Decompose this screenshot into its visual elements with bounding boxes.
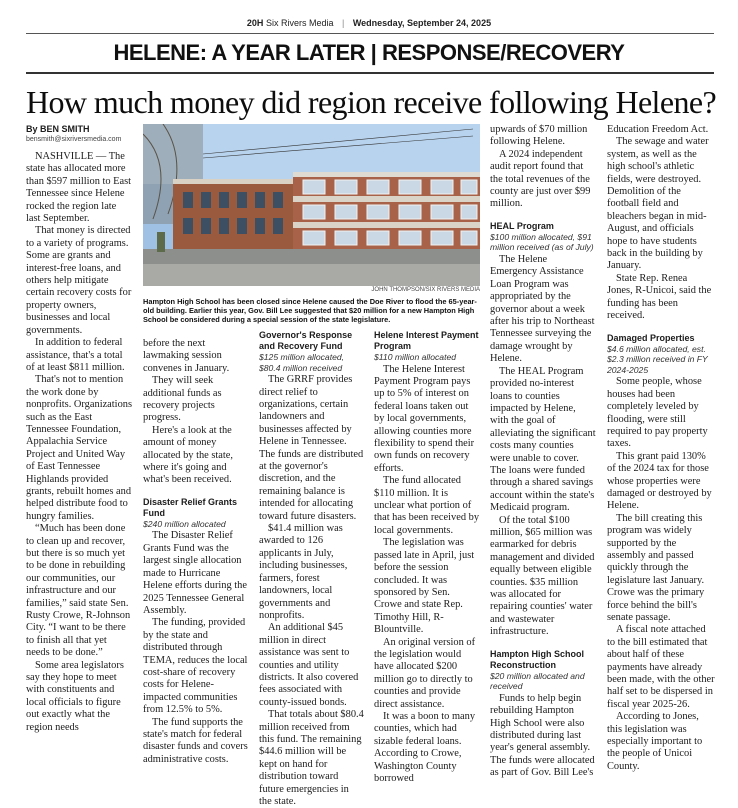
- photo-credit: JOHN THOMPSON/SIX RIVERS MEDIA: [371, 287, 480, 293]
- amount-interest-payment: $110 million allocated: [374, 352, 457, 362]
- subhead-disaster-relief: Disaster Relief Grants Fund: [143, 496, 238, 518]
- paragraph: Some people, whose houses had been completely leveled by flooding, were still required to pay property taxes.: [607, 376, 708, 450]
- column-4: [374, 330, 480, 785]
- paragraph: A fiscal note attached to the bill estimated that about half of these payments have already been made, with the other half set to be dispersed in fiscal year 2025-26.: [607, 624, 715, 710]
- headline: How much money did region receive following Helene?: [26, 84, 717, 120]
- paragraph: before the next lawmaking session convenes in January.: [143, 338, 230, 374]
- page-number: 20H: [246, 18, 264, 28]
- paragraph: The GRRF provides direct relief to organizations, certain landowners and businesses affected by Helene in Tennessee. The funds are distributed at the governor's discretion, and the remaining balance is intended for allocating toward future disasters.: [259, 374, 364, 522]
- paragraph: The fund supports the state's match for federal disaster funds and covers administrative costs.: [143, 716, 248, 765]
- amount-hampton: $20 million allocated and received: [490, 670, 585, 692]
- paragraph: The HEAL Program provided no-interest loans to counties impacted by Helene, with the goal of alleviating the significant costs many counties were unable to cover. The loans were funded through a shared savings account within the state's Medicaid program.: [490, 365, 596, 514]
- subhead-hampton: Hampton High School Reconstruction: [490, 648, 584, 670]
- paragraph: This grant paid 130% of the 2024 tax for those whose properties were damaged or destroyed by Helene.: [607, 450, 712, 512]
- paragraph: Funds to help begin rebuilding Hampton High School were also distributed during last year's general assembly. The funds were allocated as part of Gov. Bill Lee's: [490, 692, 595, 779]
- paragraph: The funding, provided by the state and distributed through TEMA, reduces the local cost-share of recovery costs for Helene-impacted communities from 12.5% to 5%.: [143, 617, 248, 716]
- paragraph: The Helene Interest Payment Program pays up to 5% of interest on federal loans taken out by local governments, allowing counties more flexibility to spend their own funds on recovery efforts.: [374, 363, 475, 474]
- amount-grrf: $125 million allocated, $80.4 million received: [259, 352, 345, 373]
- folio-line: [0, 18, 738, 28]
- paragraph: $41.4 million was awarded to 126 applicants in July, including businesses, farmers, forest landowners, local governments and nonprofits.: [259, 523, 348, 621]
- hampton-high-school-photo: [143, 124, 480, 286]
- subhead-heal: HEAL Program: [490, 220, 554, 231]
- column-3: [259, 330, 364, 808]
- paragraph: State Rep. Renea Jones, R-Unicoi, said the funding has been received.: [607, 272, 712, 322]
- amount-disaster-relief: $240 million allocated: [143, 518, 226, 529]
- paper-name: Six Rivers Media: [265, 18, 334, 28]
- section-title: HELENE: A YEAR LATER | RESPONSE/RECOVERY: [113, 40, 625, 65]
- paragraph: An original version of the legislation would have allocated $200 million go to directly to counties and provide direct assistance.: [374, 636, 476, 710]
- paragraph: The fund allocated $110 million. It is unclear what portion of that has been received by local governments.: [374, 475, 480, 536]
- folio-divider: |: [341, 18, 345, 28]
- paragraph: upwards of $70 million following Helene.: [490, 124, 588, 148]
- paragraph: In addition to federal assistance, that's a total of at least $811 million.: [26, 337, 125, 373]
- paragraph: The legislation was passed late in April, just before the session concluded. It was sponsored by Sen. Crowe and state Rep. Timothy Hill, R-Blountville.: [374, 537, 475, 636]
- paragraph: That totals about $80.4 million received from this fund. The remaining $44.6 million will be kept on hand for distribution toward future emergencies in the state.: [259, 709, 364, 807]
- paragraph: The sewage and water system, as well as the high school's athletic fields, were destroyed. Demolition of the football field and bleachers began in mid-August, and officials hope to have students back in the building by January.: [607, 136, 709, 272]
- paragraph: That money is directed to a variety of programs. Some are grants and interest-free loans, and others help mitigate certain recovery costs for property owners, businesses and local governments.: [26, 225, 132, 336]
- top-rule: [26, 33, 714, 34]
- paragraph: An additional $45 million in direct assistance was sent to counties and utility districts. It also covered fees associated with county-issued bonds.: [259, 622, 359, 708]
- column-1: [26, 124, 132, 734]
- paragraph: Some area legislators say they hope to meet with constituents and local officials to figure out exactly what the region needs: [26, 659, 124, 733]
- paragraph: The Helene Emergency Assistance Loan Program was appropriated by the governor about a week after his trip to Northeast Tennessee surveying the damage wrought by Helene.: [490, 254, 595, 365]
- amount-heal: $100 million allocated, $91 million received (as of July): [490, 231, 594, 253]
- subhead-damaged-properties: Damaged Properties: [607, 332, 695, 343]
- paragraph: They will seek additional funds as recovery projects progress.: [143, 375, 222, 424]
- amount-damaged-properties: $4.6 million allocated, est. $2.3 million received in FY 2024-2025: [607, 343, 708, 375]
- issue-date: Wednesday, September 24, 2025: [352, 18, 492, 28]
- paragraph: Of the total $100 million, $65 million was earmarked for debris management and divided equally between eligible counties. $35 million was allocated for repairing counties' water and wastewater infrastructure.: [490, 514, 595, 638]
- paragraph: According to Jones, this legislation was especially important to the people of Unicoi County.: [607, 711, 703, 772]
- paragraph: The bill creating this program was widely supported by the assembly and passed quickly through the legislature last January. Crowe was the primary force behind the bill's senate passage.: [607, 512, 705, 623]
- column-2: [143, 338, 248, 766]
- paragraph: A 2024 independent audit report found that the total revenues of the county are just over $99 million.: [490, 148, 591, 210]
- subhead-grrf: Governor's Response and Recovery Fund: [259, 330, 353, 351]
- paragraph: That's not to mention the work done by nonprofits. Organizations such as the East Tennessee Foundation, Appalachia Service Project and United Way of East Tennessee Highlands provided grants, rebuilt homes and helped distribute food to hungry families.: [26, 374, 133, 522]
- byline: By BEN SMITH: [26, 124, 90, 134]
- column-5: [490, 124, 596, 780]
- paragraph: The Disaster Relief Grants Fund was the largest single allocation made to Hurricane Helene efforts during the 2025 Tennessee General Assembly.: [143, 530, 247, 616]
- subhead-interest-payment: Helene Interest Payment Program: [374, 330, 479, 351]
- photo-caption: Hampton High School has been closed since Helene caused the Doe River to flood the 65-year-old building. Earlier this year, Gov. Bill Lee suggested that $20 million for a new Hampton High School be considered during a special session of the state legislature.: [143, 297, 477, 325]
- paragraph: “Much has been done to clean up and recover, but there is so much yet to be done in rebuilding our communities, our infrastructure and our families,” said state Sen. Rusty Crowe, R-Johnson City. “I want to be there to finish all that yet needs to be done.”: [26, 523, 131, 659]
- paragraph: Education Freedom Act.: [607, 124, 709, 135]
- section-rule: [26, 72, 714, 74]
- column-6: [607, 124, 715, 773]
- paragraph: Here's a look at the amount of money allocated by the state, where it's going and what's been received.: [143, 424, 234, 486]
- paragraph: NASHVILLE — The state has allocated more than $597 million to East Tennessee since Helene rocked the region late last September.: [26, 151, 132, 225]
- paragraph: It was a boon to many counties, which had sizable federal loans. According to Crowe, Washington County borrowed: [374, 710, 476, 784]
- author-email[interactable]: bensmith@sixriversmedia.com: [26, 136, 122, 143]
